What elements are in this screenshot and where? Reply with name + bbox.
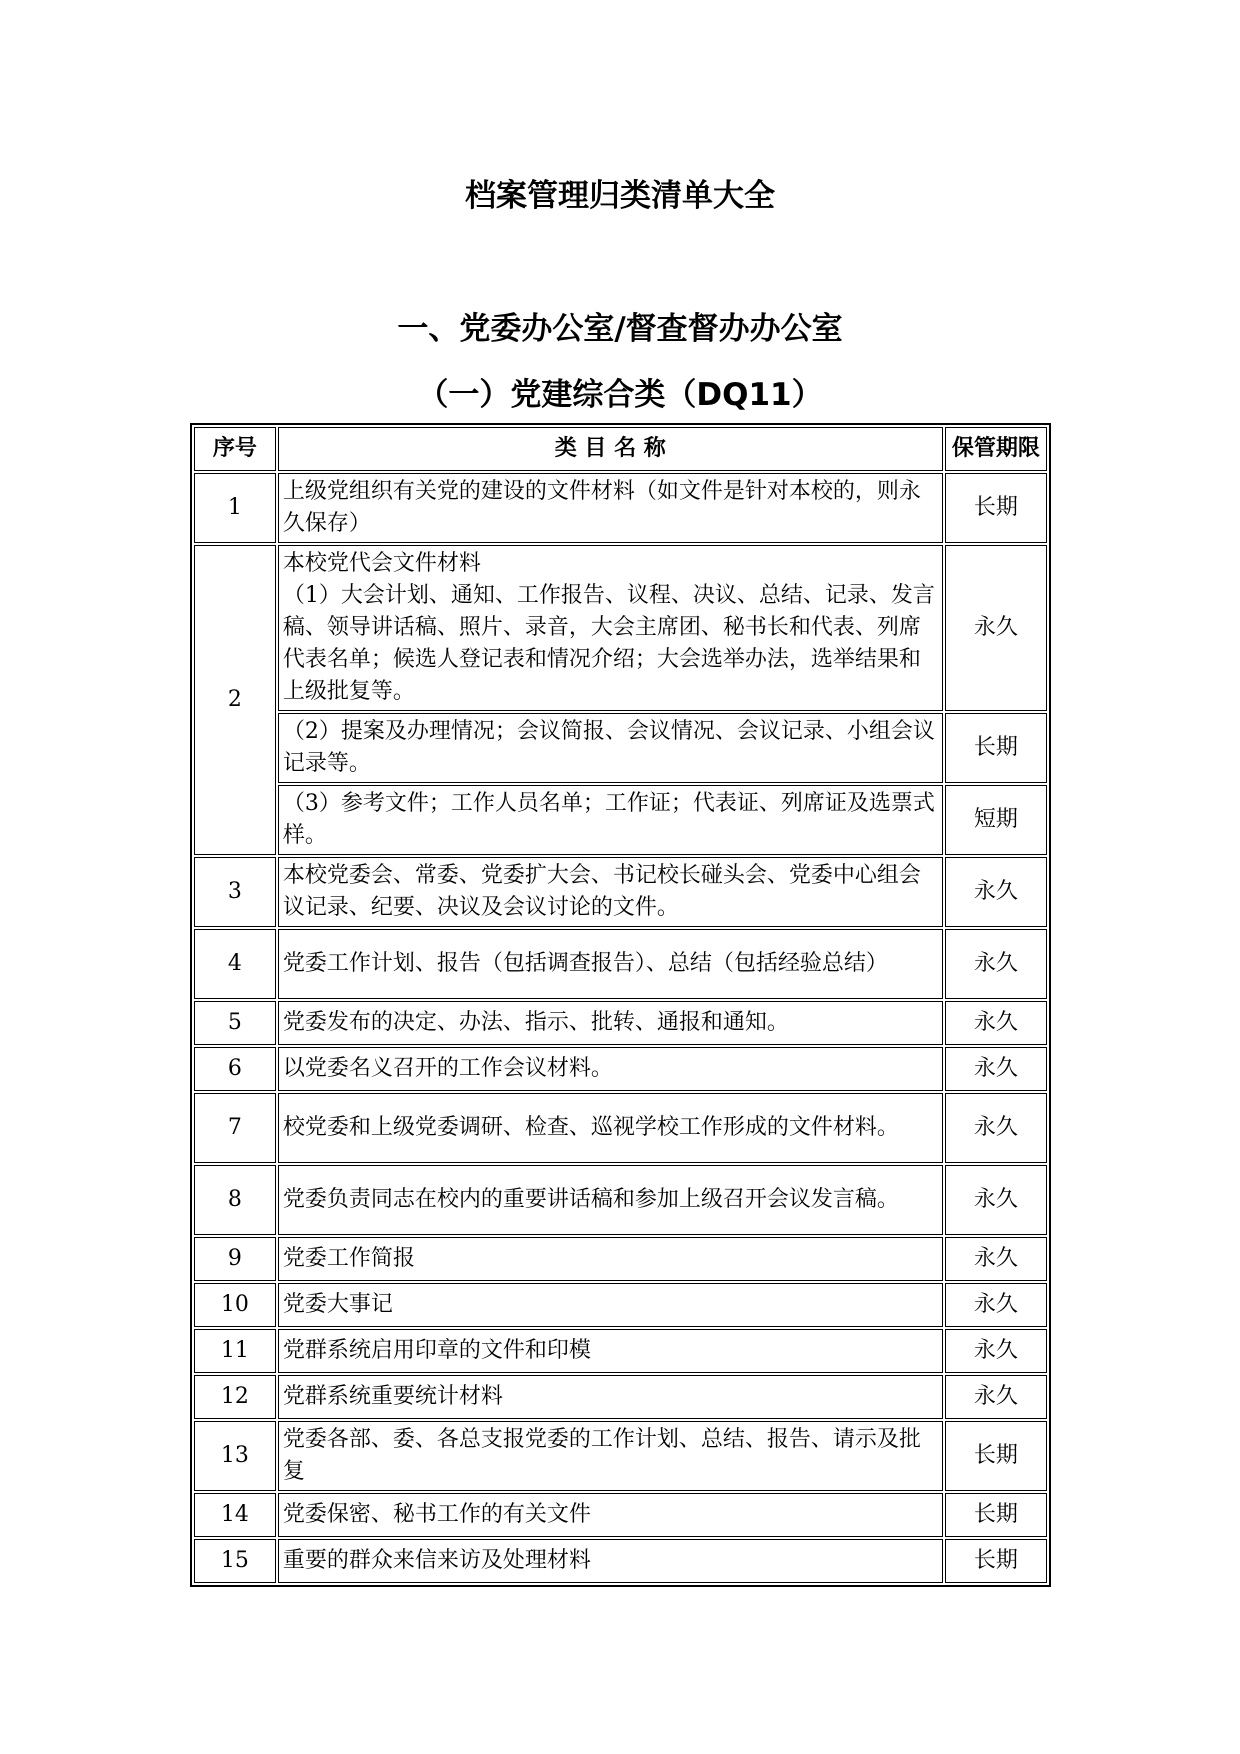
row-retention: 永久 (945, 1375, 1047, 1419)
row-number: 10 (194, 1283, 276, 1327)
section-heading: 一、党委办公室/督查督办办公室 (397, 311, 843, 347)
row-number: 1 (194, 473, 276, 543)
table-header-row (194, 427, 1047, 471)
table-row (194, 929, 1047, 999)
archive-classification-table (190, 423, 1051, 1587)
table-row (194, 1165, 1047, 1235)
row-category: 党委保密、秘书工作的有关文件 (278, 1493, 943, 1537)
table-row (194, 1493, 1047, 1537)
row-retention: 短期 (945, 785, 1047, 855)
table-row (194, 1539, 1047, 1583)
table-row (194, 1283, 1047, 1327)
table-row (194, 1237, 1047, 1281)
table-row (194, 857, 1047, 927)
table-row (194, 473, 1047, 543)
subsection-heading: （一）党建综合类（DQ11） (417, 377, 823, 413)
row-category: 本校党委会、常委、党委扩大会、书记校长碰头会、党委中心组会议记录、纪要、决议及会议讨论的文件。 (278, 857, 943, 927)
row-retention: 永久 (945, 1329, 1047, 1373)
row-category: 校党委和上级党委调研、检查、巡视学校工作形成的文件材料。 (278, 1093, 943, 1163)
table-row (194, 1001, 1047, 1045)
row-number: 13 (194, 1421, 276, 1491)
row-number: 3 (194, 857, 276, 927)
header-serial-number: 序号 (194, 427, 276, 471)
table-row (194, 1093, 1047, 1163)
row-category: 党委工作简报 (278, 1237, 943, 1281)
row-retention: 永久 (945, 1237, 1047, 1281)
table-row (194, 545, 1047, 711)
row-category: 上级党组织有关党的建设的文件材料（如文件是针对本校的，则永久保存） (278, 473, 943, 543)
header-retention-period: 保管期限 (945, 427, 1047, 471)
row-category: 党委负责同志在校内的重要讲话稿和参加上级召开会议发言稿。 (278, 1165, 943, 1235)
row-number: 5 (194, 1001, 276, 1045)
row-retention: 永久 (945, 1165, 1047, 1235)
row-category: 党群系统启用印章的文件和印模 (278, 1329, 943, 1373)
row-number: 12 (194, 1375, 276, 1419)
row-retention: 永久 (945, 545, 1047, 711)
row-retention: 永久 (945, 1047, 1047, 1091)
row-category: 党委各部、委、各总支报党委的工作计划、总结、报告、请示及批复 (278, 1421, 943, 1491)
table-row (194, 1329, 1047, 1373)
row-number: 6 (194, 1047, 276, 1091)
table-row (194, 1375, 1047, 1419)
row-category: 党委工作计划、报告（包括调查报告）、总结（包括经验总结） (278, 929, 943, 999)
row-number: 7 (194, 1093, 276, 1163)
row-retention: 永久 (945, 1093, 1047, 1163)
row-number: 11 (194, 1329, 276, 1373)
table-row (194, 1047, 1047, 1091)
row-number: 15 (194, 1539, 276, 1583)
header-category-name: 类 目 名 称 (278, 427, 943, 471)
row-category: 党委发布的决定、办法、指示、批转、通报和通知。 (278, 1001, 943, 1045)
row-retention: 长期 (945, 473, 1047, 543)
document-title: 档案管理归类清单大全 (465, 178, 775, 214)
row-category: 党委大事记 (278, 1283, 943, 1327)
row-retention: 永久 (945, 1001, 1047, 1045)
row-number: 2 (194, 545, 276, 855)
row-category: 本校党代会文件材料 （1）大会计划、通知、工作报告、议程、决议、总结、记录、发言稿、领导讲话稿、照片、录音，大会主席团、秘书长和代表、列席代表名单；候选人登记表和情况介绍；大会选举办法，选举结果和上级批复等。 (278, 545, 943, 711)
row-retention: 长期 (945, 713, 1047, 783)
row-retention: 长期 (945, 1421, 1047, 1491)
row-category: 重要的群众来信来访及处理材料 (278, 1539, 943, 1583)
row-retention: 长期 (945, 1539, 1047, 1583)
row-retention: 永久 (945, 1283, 1047, 1327)
row-category: 党群系统重要统计材料 (278, 1375, 943, 1419)
row-retention: 永久 (945, 857, 1047, 927)
row-number: 9 (194, 1237, 276, 1281)
row-category: （2）提案及办理情况；会议简报、会议情况、会议记录、小组会议记录等。 (278, 713, 943, 783)
table-subrow (194, 713, 1047, 783)
table-row (194, 1421, 1047, 1491)
table-subrow (194, 785, 1047, 855)
row-retention: 永久 (945, 929, 1047, 999)
row-category: （3）参考文件；工作人员名单；工作证；代表证、列席证及选票式样。 (278, 785, 943, 855)
row-retention: 长期 (945, 1493, 1047, 1537)
row-number: 14 (194, 1493, 276, 1537)
row-number: 4 (194, 929, 276, 999)
row-number: 8 (194, 1165, 276, 1235)
row-category: 以党委名义召开的工作会议材料。 (278, 1047, 943, 1091)
